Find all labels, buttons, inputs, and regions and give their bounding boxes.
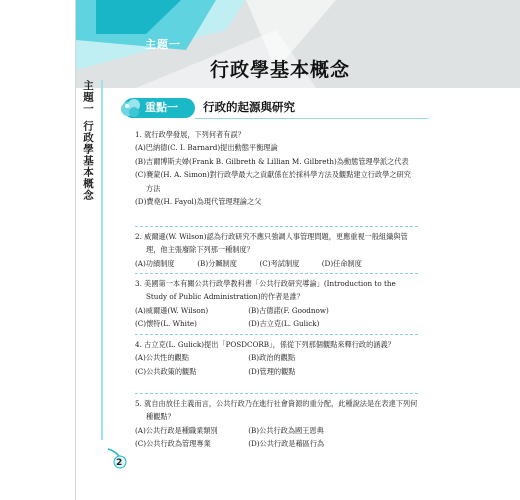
option-d: (D)古立克(L. Gulick) bbox=[248, 319, 320, 329]
side-label-part1: 主題一 bbox=[82, 80, 94, 115]
side-chapter-label bbox=[78, 80, 96, 201]
option-row bbox=[135, 437, 418, 450]
option-row bbox=[135, 257, 418, 270]
option-b: (B)吉爾博斯夫婦(Frank B. Gilbreth & Lillian M. Gilbreth)為動態管理學派之代表 bbox=[135, 156, 409, 166]
option-a: (A)威爾遜(W. Wilson) bbox=[135, 305, 209, 315]
option-d: (D)任命制度 bbox=[321, 258, 362, 268]
question-2 bbox=[135, 230, 418, 270]
option-row bbox=[135, 351, 418, 364]
question-stem: 1. 就行政學發展，下列何者有誤？ bbox=[135, 130, 245, 139]
page-number-badge bbox=[100, 447, 140, 469]
section-badge-label: 重點一 bbox=[145, 101, 178, 114]
question-divider bbox=[135, 273, 418, 274]
option-row bbox=[135, 317, 418, 330]
question-divider bbox=[135, 226, 418, 227]
option-d: (D)公共行政是藉區行為 bbox=[248, 439, 325, 449]
option-b: (B)分贓制度 bbox=[197, 258, 237, 268]
question-divider bbox=[135, 393, 418, 394]
option-c: (C)公共政策的觀點 bbox=[135, 366, 197, 376]
option-c: (C)賽蒙(H. A. Simon)對行政學最大之貢獻係在於採科學方法及觀點建立行政學之研究方法 bbox=[135, 170, 411, 193]
option-a: (A)功績制度 bbox=[135, 258, 175, 268]
page-number: 2 bbox=[116, 458, 123, 468]
question-stem: 5. 就自由放任主義而言，公共行政乃在進行社會資源的重分配，此種說法是在表達下列何種觀點？ bbox=[135, 399, 418, 422]
section-title: 行政的起源與研究 bbox=[203, 100, 295, 114]
question-5 bbox=[135, 397, 418, 451]
section-banner bbox=[123, 98, 428, 120]
option-b: (B)政治的觀點 bbox=[248, 353, 296, 363]
option-a: (A)公共性的觀點 bbox=[135, 353, 189, 363]
option-c: (C)懷特(L. White) bbox=[135, 319, 197, 329]
question-divider bbox=[135, 334, 418, 335]
option-b: (B)公共行政為國王恩典 bbox=[248, 425, 324, 435]
option-row bbox=[135, 304, 418, 317]
option-row bbox=[135, 365, 418, 378]
question-4 bbox=[135, 338, 418, 378]
page-title: 行政學基本概念 bbox=[209, 59, 350, 81]
question-stem: 2. 威爾遜(W. Wilson)認為行政研究不應只強調人事管理問題，更應重視一般組織與管理，他主張廢除下列那一種制度？ bbox=[135, 232, 408, 255]
question-3 bbox=[135, 277, 418, 331]
side-rule bbox=[101, 80, 103, 440]
chapter-tab: 主題一 bbox=[145, 38, 181, 51]
question-stem: 3. 美國第一本有關公共行政學教科書「公共行政研究導論」(Introduction to the Study of Public Administration)的作者是誰？ bbox=[135, 279, 396, 302]
option-c: (C)考試制度 bbox=[259, 258, 300, 268]
question-1 bbox=[135, 128, 418, 208]
bubble-icon bbox=[119, 96, 143, 120]
option-row bbox=[135, 424, 418, 437]
option-a: (A)巴納德(C. I. Barnard)提出動態平衡理論 bbox=[135, 143, 278, 153]
option-d: (D)費堯(H. Fayol)為現代管理理論之父 bbox=[135, 197, 262, 207]
option-a: (A)公共行政是種職業類別 bbox=[135, 425, 218, 435]
side-label-part2: 行政學基本概念 bbox=[82, 120, 94, 201]
question-stem: 4. 古立克(L. Gulick)提出「POSDCORB」，係從下列那個觀點來釋行政的涵義？ bbox=[135, 340, 395, 349]
option-d: (D)管理的觀點 bbox=[248, 366, 296, 376]
section-underline bbox=[195, 118, 428, 119]
option-b: (B)古德諾(F. Goodnow) bbox=[248, 305, 329, 315]
option-c: (C)公共行政為管理專業 bbox=[135, 439, 211, 449]
